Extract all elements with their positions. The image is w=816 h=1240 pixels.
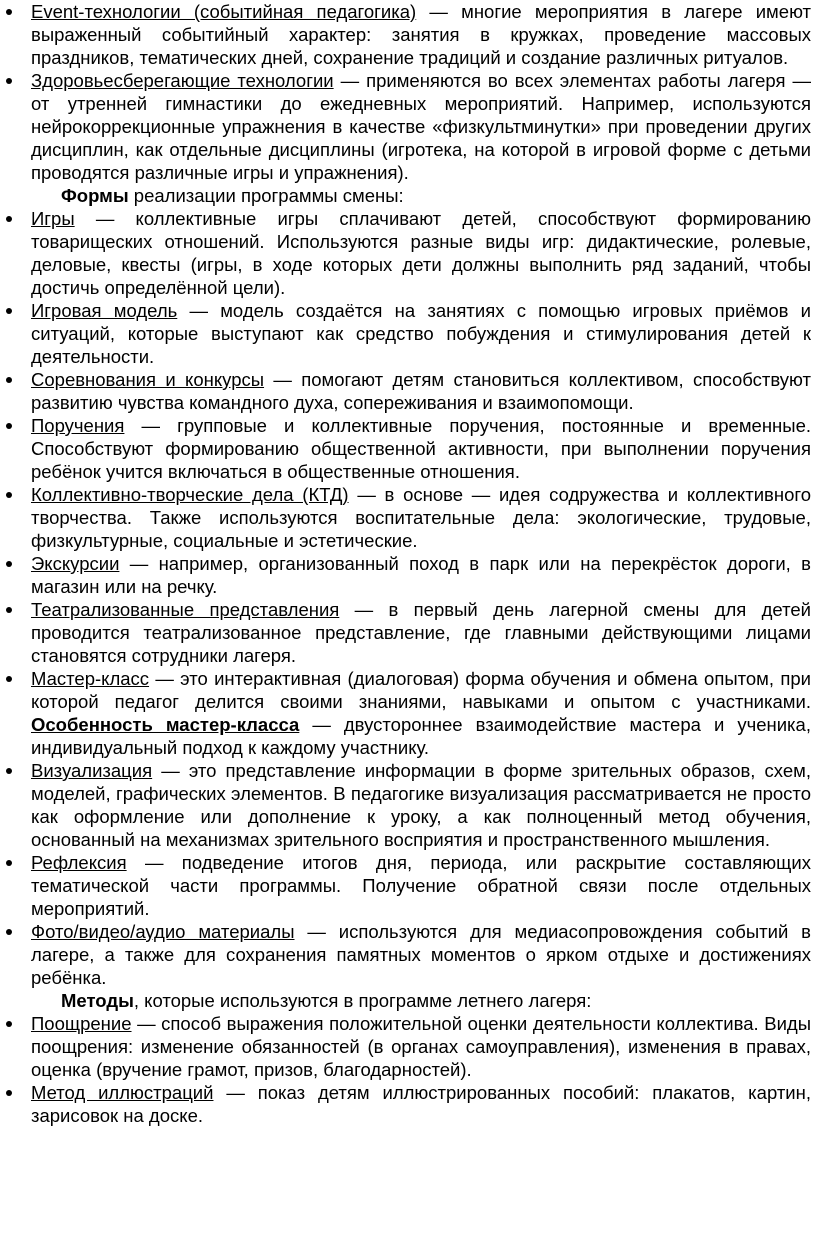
item-term: Соревнования и конкурсы xyxy=(31,369,265,390)
list-item xyxy=(31,368,811,414)
item-term: Метод иллюстраций xyxy=(31,1082,214,1103)
item-text: — это интерактивная (диалоговая) форма обучения и обмена опытом, при которой педагог делится своими знаниями, навыками и опытом с участниками. xyxy=(31,668,811,712)
item-term: Рефлексия xyxy=(31,852,127,873)
methods-heading-bold: Методы xyxy=(61,990,134,1011)
item-text-continued: — двустороннее взаимодействие мастера и ученика, индивидуальный подход к каждому участнику. xyxy=(31,714,811,758)
list-item xyxy=(31,920,811,989)
list-item xyxy=(31,598,811,667)
forms-heading-bold: Формы xyxy=(61,185,129,206)
item-text: — подведение итогов дня, периода, или раскрытие составляющих тематической части программы. Получение обратной связи после отдельных мероприятий. xyxy=(31,852,811,919)
list-item xyxy=(31,69,811,184)
item-text: — групповые и коллективные поручения, постоянные и временные. Способствуют формированию общественной активности, при выполнении поручения ребёнок учится включаться в общественные отношения. xyxy=(31,415,811,482)
item-text: — это представление информации в форме зрительных образов, схем, моделей, графических элементов. В педагогике визуализация рассматривается не просто как оформление или дополнение к уроку, а как полноценный метод обучения, основанный на механизмах зрительного восприятия и пространственного мышления. xyxy=(31,760,811,850)
methods-heading xyxy=(31,989,811,1012)
list-item xyxy=(31,207,811,299)
item-term: Поощрение xyxy=(31,1013,132,1034)
item-text: — модель создаётся на занятиях с помощью игровых приёмов и ситуаций, которые выступают как средство побуждения и стимулирования детей к деятельности. xyxy=(31,300,811,367)
forms-heading xyxy=(31,184,811,207)
item-text: — показ детям иллюстрированных пособий: плакатов, картин, зарисовок на доске. xyxy=(31,1082,811,1126)
item-term: Экскурсии xyxy=(31,553,120,574)
forms-list xyxy=(31,207,811,989)
item-text: — используются для медиасопровождения событий в лагере, а также для сохранения памятных моментов о ярком отдыхе и достижениях ребёнка. xyxy=(31,921,812,988)
methods-heading-rest: , которые используются в программе летнего лагеря: xyxy=(133,990,592,1011)
item-text: — коллективные игры сплачивают детей, способствуют формированию товарищеских отношений. Используются разные виды игр: дидактические, ролевые, деловые, квесты (игры, в ходе которых дети должны выполнить ряд заданий, чтобы достичь определённой цели). xyxy=(31,208,811,298)
methods-list xyxy=(31,1012,811,1127)
item-text: — применяются во всех элементах работы лагеря — от утренней гимнастики до ежедневных мероприятий. Например, используются нейрокоррекционные упражнения в качестве «физкультминутки» при проведении других дисциплин, как отдельные дисциплины (игротека, на которой в игровой форме с детьми проводятся различные игры и упражнения). xyxy=(31,70,811,183)
item-term: Визуализация xyxy=(31,760,153,781)
item-term: Театрализованные представления xyxy=(31,599,340,620)
technologies-list xyxy=(31,0,811,184)
item-term: Мастер-класс xyxy=(31,668,150,689)
item-text: — например, организованный поход в парк или на перекрёсток дороги, в магазин или на речку. xyxy=(31,553,811,597)
item-term: Коллективно-творческие дела (КТД) xyxy=(31,484,349,505)
item-emphasis: Особенность мастер-класса xyxy=(31,714,300,735)
item-term: Event-технологии (событийная педагогика) xyxy=(31,1,417,22)
list-item xyxy=(31,0,811,69)
item-term: Поручения xyxy=(31,415,125,436)
item-text: — в основе — идея содружества и коллективного творчества. Также используются воспитательные дела: экологические, трудовые, физкультурные, социальные и эстетические. xyxy=(31,484,811,551)
item-term: Здоровьесберегающие технологии xyxy=(31,70,334,91)
list-item xyxy=(31,552,811,598)
item-term: Игры xyxy=(31,208,75,229)
list-item xyxy=(31,851,811,920)
list-item xyxy=(31,299,811,368)
item-term: Фото/видео/аудио материалы xyxy=(31,921,295,942)
forms-heading-rest: реализации программы смены: xyxy=(128,185,404,206)
item-text: — в первый день лагерной смены для детей проводится театрализованное представление, где главными действующими лицами становятся сотрудники лагеря. xyxy=(31,599,811,666)
list-item xyxy=(31,1012,811,1081)
item-text: — способ выражения положительной оценки деятельности коллектива. Виды поощрения: изменение обязанностей (в органах самоуправления), изменения в правах, оценка (вручение грамот, призов, благодарностей). xyxy=(31,1013,811,1080)
list-item xyxy=(31,759,811,851)
list-item xyxy=(31,483,811,552)
list-item xyxy=(31,414,811,483)
item-term: Игровая модель xyxy=(31,300,178,321)
item-text: — помогают детям становиться коллективом, способствуют развитию чувства командного духа, сопереживания и взаимопомощи. xyxy=(31,369,811,413)
list-item xyxy=(31,1081,811,1127)
item-text: — многие мероприятия в лагере имеют выраженный событийный характер: занятия в кружках, проведение массовых праздников, тематических дней, сохранение традиций и создание различных ритуалов. xyxy=(31,1,812,68)
list-item xyxy=(31,667,811,759)
